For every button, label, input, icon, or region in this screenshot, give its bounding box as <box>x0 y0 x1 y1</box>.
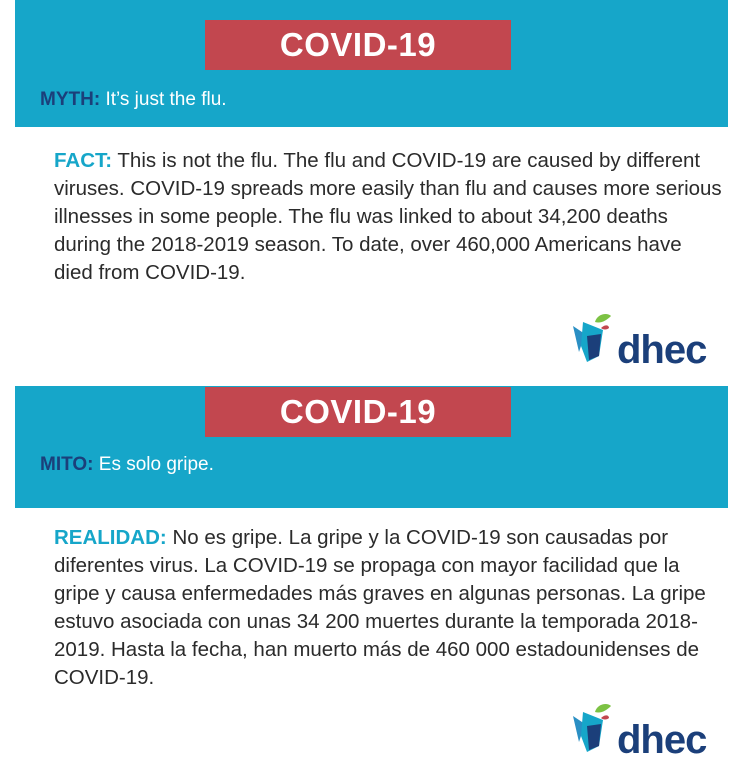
english-card <box>0 0 750 377</box>
fact-label: FACT: <box>54 149 113 172</box>
fact-paragraph <box>54 147 722 287</box>
dhec-logo-icon <box>565 702 623 760</box>
myth-line <box>40 89 227 111</box>
logo-text: dhec <box>617 328 707 372</box>
fact-text: This is not the flu. The flu and COVID-19 are caused by different viruses. COVID-19 spreads more easily than flu and causes more serious illnesses in some people. The flu was linked to about 34,200 deaths during the 2018-2019 season. To date, over 460,000 Americans have died from COVID-19. <box>54 149 722 284</box>
spanish-card <box>0 377 750 762</box>
covid-title: COVID-19 <box>205 20 511 70</box>
dhec-logo <box>565 312 706 370</box>
fact-label: REALIDAD: <box>54 526 167 549</box>
myth-label: MITO: <box>40 454 94 475</box>
logo-text: dhec <box>617 718 707 762</box>
dhec-logo-icon <box>565 312 623 370</box>
myth-line <box>40 454 214 476</box>
fact-paragraph <box>54 524 722 692</box>
myth-text: It’s just the flu. <box>105 89 227 110</box>
covid-title: COVID-19 <box>205 387 511 437</box>
fact-text: No es gripe. La gripe y la COVID-19 son causadas por diferentes virus. La COVID-19 se propaga con mayor facilidad que la gripe y causa enfermedades más graves en algunas personas. La gripe estuvo asociada con unas 34 200 muertes durante la temporada 2018-2019. Hasta la fecha, han muerto más de 460 000 estadounidenses de COVID-19. <box>54 526 706 689</box>
myth-text: Es solo gripe. <box>98 454 214 475</box>
dhec-logo <box>565 702 706 760</box>
myth-label: MYTH: <box>40 89 101 110</box>
